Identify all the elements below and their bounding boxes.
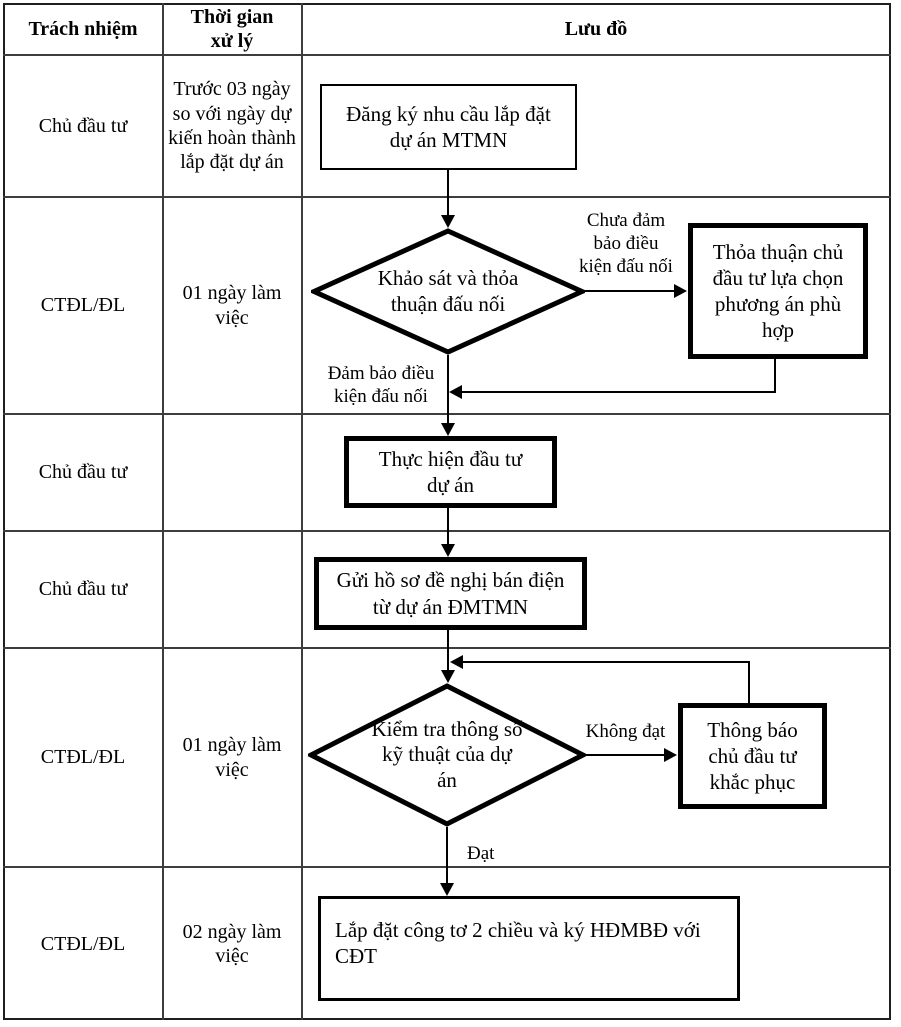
connector-decision2-to-step6 [446, 827, 448, 885]
cell-responsibility-row4: Chủ đầu tư [38, 578, 128, 601]
connector-agreebox-down [774, 359, 776, 393]
arrowhead-return1 [449, 385, 462, 399]
arrowhead-into-decision2 [441, 670, 455, 683]
connector-agreebox-return [460, 391, 776, 393]
arrowhead-into-fixbox [664, 748, 677, 762]
label-meet-condition: Đảm bảo điều kiện đấu nối [327, 363, 435, 408]
cell-time-row3 [164, 415, 300, 530]
flow-decision-check: Kiểm tra thông số kỹ thuật của dự án [308, 683, 586, 827]
connector-fixbox-return [461, 661, 750, 663]
header-flow: Lưu đồ [564, 17, 628, 40]
arrowhead-into-step6 [440, 883, 454, 896]
cell-time-row1: Trước 03 ngày so với ngày dự kiến hoàn thành lắp đặt dự án [168, 78, 296, 174]
arrowhead-return2 [450, 655, 463, 669]
label-pass: Đạt [467, 843, 495, 864]
connector-step4-to-decision2 [447, 630, 449, 672]
flow-step-register: Đăng ký nhu cầu lắp đặt dự án MTMN [320, 84, 577, 170]
cell-time-row6: 02 ngày làm việc [182, 920, 282, 967]
flow-box-notify-fix: Thông báo chủ đầu tư khắc phục [678, 703, 827, 809]
cell-responsibility-row5: CTĐL/ĐL [40, 746, 126, 769]
cell-time-row4 [164, 532, 300, 647]
cell-time-row5: 01 ngày làm việc [182, 734, 282, 781]
arrowhead-into-step3 [441, 423, 455, 436]
cell-responsibility-row2: CTĐL/ĐL [40, 294, 126, 317]
flow-step-invest: Thực hiện đầu tư dự án [344, 436, 557, 508]
connector-decision2-to-fixbox [586, 754, 668, 756]
arrowhead-into-step4 [441, 544, 455, 557]
connector-step1-to-decision1 [447, 170, 449, 218]
cell-responsibility-row3: Chủ đầu tư [38, 461, 128, 484]
flow-decision-survey: Khảo sát và thỏa thuận đấu nối [311, 228, 585, 355]
label-fail: Không đạt [585, 721, 666, 742]
arrowhead-into-decision1 [441, 215, 455, 228]
cell-responsibility-row1: Chủ đầu tư [38, 114, 128, 137]
arrowhead-into-agreebox [674, 284, 687, 298]
flow-step-send-dossier: Gửi hồ sơ đề nghị bán điện từ dự án ĐMTMN [314, 557, 587, 630]
label-not-meet-condition: Chưa đảm bảo điều kiện đấu nối [579, 210, 673, 278]
connector-fixbox-up [748, 661, 750, 703]
flow-box-agree-option: Thỏa thuận chủ đầu tư lựa chọn phương án phù hợp [688, 223, 868, 359]
flow-step-install-meter: Lắp đặt công tơ 2 chiều và ký HĐMBĐ với CĐT [318, 896, 740, 1001]
cell-responsibility-row6: CTĐL/ĐL [40, 932, 126, 955]
connector-decision1-to-agreebox [585, 290, 678, 292]
header-responsibility: Trách nhiệm [28, 17, 138, 40]
connector-step3-to-step4 [447, 508, 449, 546]
cell-time-row2: 01 ngày làm việc [182, 282, 282, 329]
header-time: Thời gian xử lý [190, 5, 274, 52]
